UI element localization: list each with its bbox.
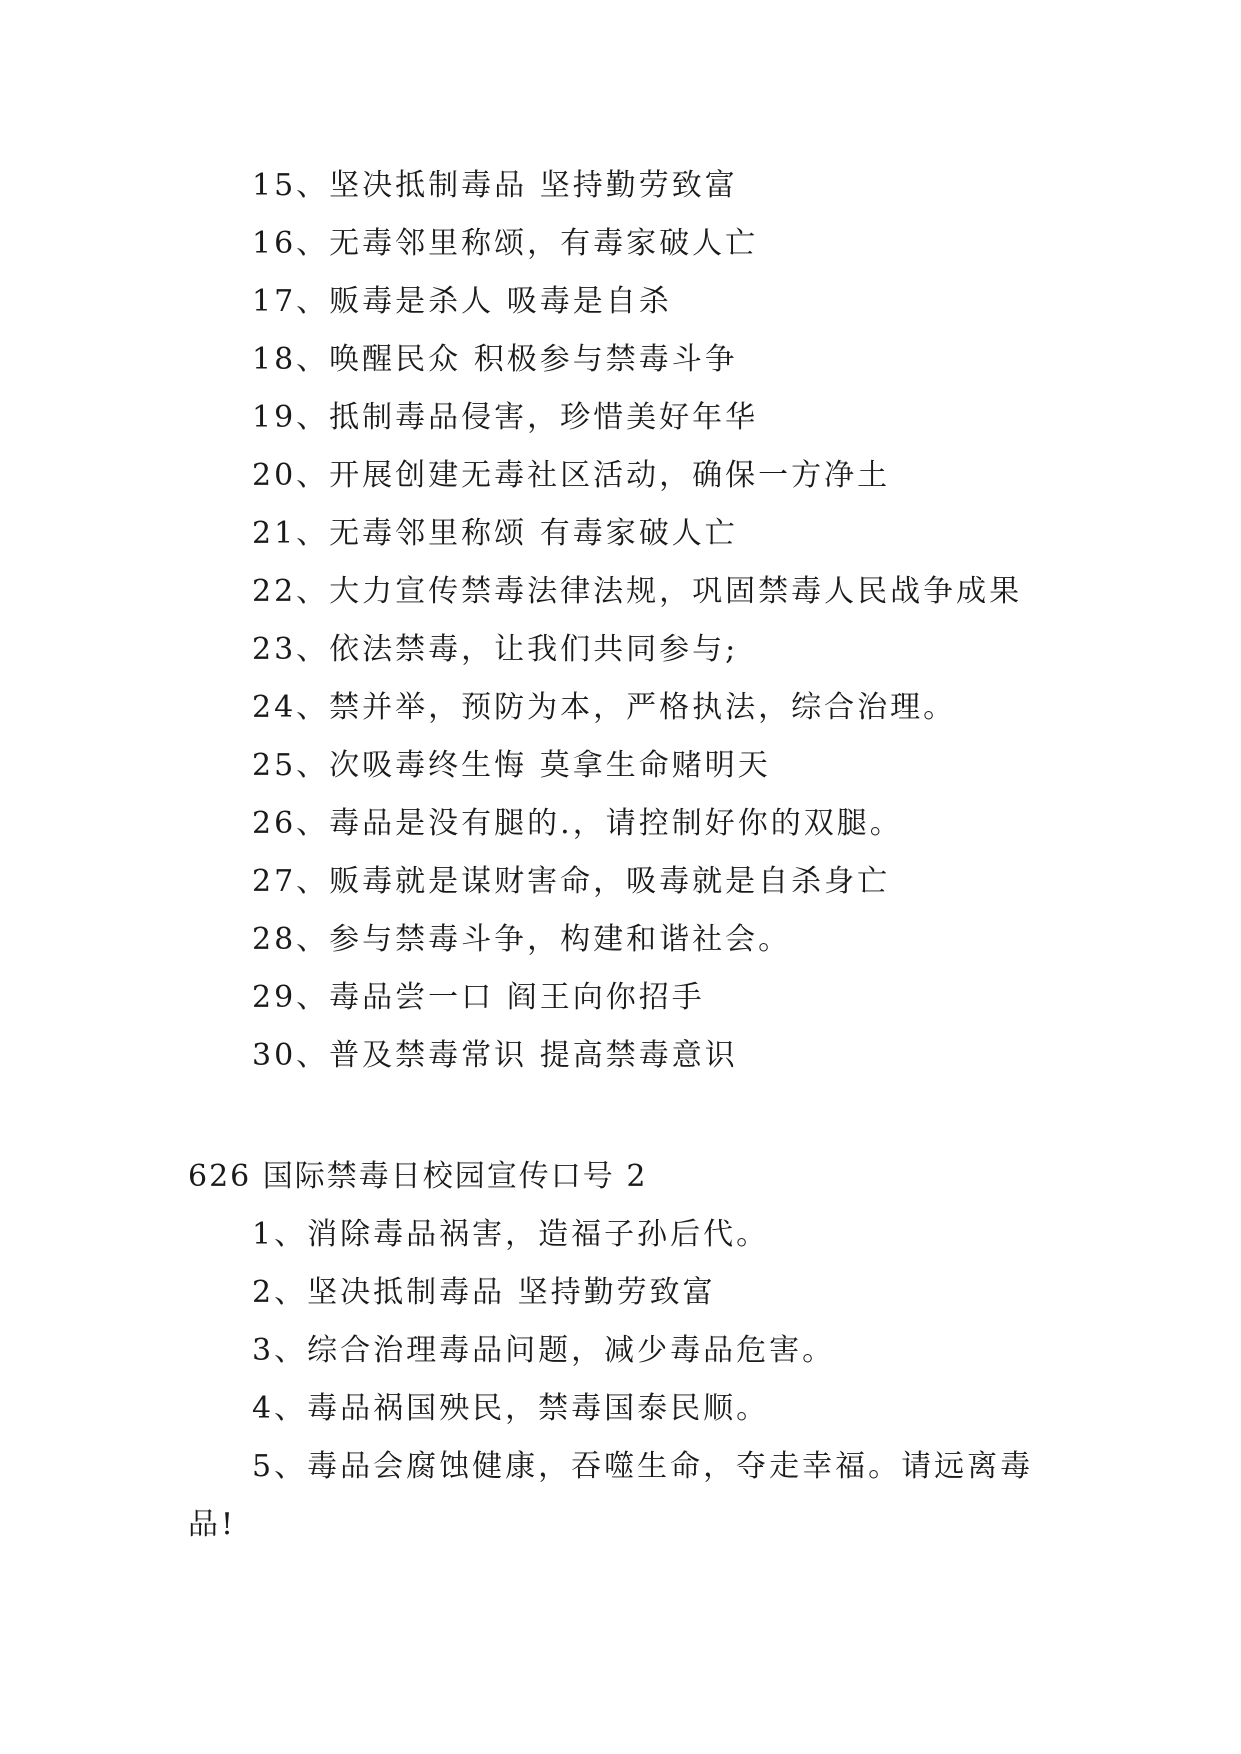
list-item: 4、毒品祸国殃民，禁毒国泰民顺。 (252, 1391, 770, 1426)
list-item: 26、毒品是没有腿的.，请控制好你的双腿。 (252, 806, 903, 841)
list-item-continuation: 品! (188, 1507, 237, 1542)
list-item: 15、坚决抵制毒品 坚持勤劳致富 (252, 168, 738, 203)
list-item: 22、大力宣传禁毒法律法规，巩固禁毒人民战争成果 (252, 574, 1023, 609)
slogan-list-1 (252, 157, 1072, 1085)
section-title: 626 国际禁毒日校园宣传口号 2 (188, 1159, 648, 1194)
list-item: 19、抵制毒品侵害，珍惜美好年华 (252, 400, 759, 435)
list-item: 1、消除毒品祸害，造福子孙后代。 (252, 1217, 770, 1252)
list-item: 29、毒品尝一口 阎王向你招手 (252, 980, 705, 1015)
list-item: 27、贩毒就是谋财害命，吸毒就是自杀身亡 (252, 864, 891, 899)
slogan-list-2 (252, 1206, 1082, 1496)
list-item: 24、禁并举，预防为本，严格执法，综合治理。 (252, 690, 957, 725)
list-item: 30、普及禁毒常识 提高禁毒意识 (252, 1038, 738, 1073)
list-item: 5、毒品会腐蚀健康，吞噬生命，夺走幸福。请远离毒 (252, 1449, 1034, 1484)
list-item: 17、贩毒是杀人 吸毒是自杀 (252, 284, 672, 319)
list-item: 3、综合治理毒品问题，减少毒品危害。 (252, 1333, 836, 1368)
list-item: 16、无毒邻里称颂，有毒家破人亡 (252, 226, 759, 261)
list-item: 28、参与禁毒斗争，构建和谐社会。 (252, 922, 792, 957)
list-item: 20、开展创建无毒社区活动，确保一方净土 (252, 458, 891, 493)
list-item: 18、唤醒民众 积极参与禁毒斗争 (252, 342, 738, 377)
list-item: 25、次吸毒终生悔 莫拿生命赌明天 (252, 748, 771, 783)
list-item: 2、坚决抵制毒品 坚持勤劳致富 (252, 1275, 716, 1310)
list-item: 21、无毒邻里称颂 有毒家破人亡 (252, 516, 738, 551)
list-item: 23、依法禁毒，让我们共同参与; (252, 632, 739, 667)
